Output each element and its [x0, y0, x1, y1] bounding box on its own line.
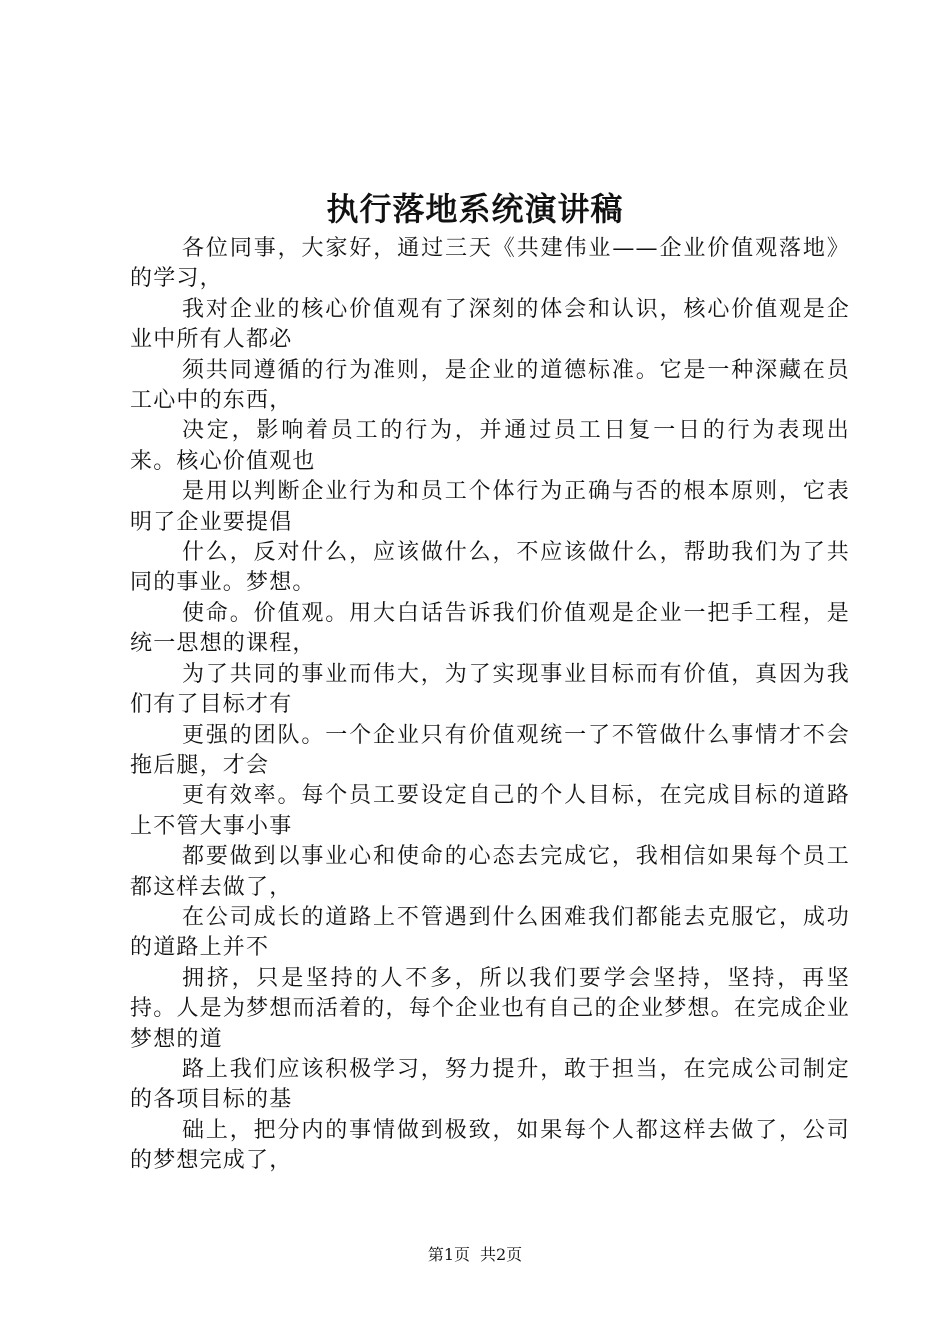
paragraph: 须共同遵循的行为准则，是企业的道德标准。它是一种深藏在员工心中的东西，	[130, 357, 850, 414]
paragraph: 路上我们应该积极学习，努力提升，敢于担当，在完成公司制定的各项目标的基	[130, 1056, 850, 1113]
paragraph: 是用以判断企业行为和员工个体行为正确与否的根本原则，它表明了企业要提倡	[130, 479, 850, 535]
page-footer	[0, 1245, 950, 1265]
paragraph: 拥挤，只是坚持的人不多，所以我们要学会坚持，坚持，再坚持。人是为梦想而活着的，每个企业也有自己的企业梦想。在完成企业梦想的道	[130, 965, 850, 1052]
paragraph: 更有效率。每个员工要设定自己的个人目标，在完成目标的道路上不管大事小事	[130, 783, 850, 839]
paragraph: 更强的团队。一个企业只有价值观统一了不管做什么事情才不会拖后腿，才会	[130, 722, 850, 778]
paragraph: 为了共同的事业而伟大，为了实现事业目标而有价值，真因为我们有了目标才有	[130, 661, 850, 718]
page-number-total: 共2页	[480, 1245, 523, 1264]
document-body	[130, 234, 850, 1177]
paragraph: 各位同事，大家好，通过三天《共建伟业——企业价值观落地》的学习，	[130, 236, 850, 292]
page-number-current: 第1页	[427, 1245, 470, 1264]
document-title: 执行落地系统演讲稿	[326, 190, 624, 228]
paragraph: 础上，把分内的事情做到极致，如果每个人都这样去做了，公司的梦想完成了，	[130, 1117, 850, 1174]
paragraph: 我对企业的核心价值观有了深刻的体会和认识，核心价值观是企业中所有人都必	[130, 296, 850, 353]
paragraph: 在公司成长的道路上不管遇到什么困难我们都能去克服它，成功的道路上并不	[130, 904, 850, 961]
paragraph: 都要做到以事业心和使命的心态去完成它，我相信如果每个员工都这样去做了，	[130, 844, 850, 900]
paragraph: 什么，反对什么，应该做什么，不应该做什么，帮助我们为了共同的事业。梦想。	[130, 540, 850, 596]
paragraph: 使命。价值观。用大白话告诉我们价值观是企业一把手工程，是统一思想的课程，	[130, 600, 850, 657]
paragraph: 决定，影响着员工的行为，并通过员工日复一日的行为表现出来。核心价值观也	[130, 418, 850, 474]
